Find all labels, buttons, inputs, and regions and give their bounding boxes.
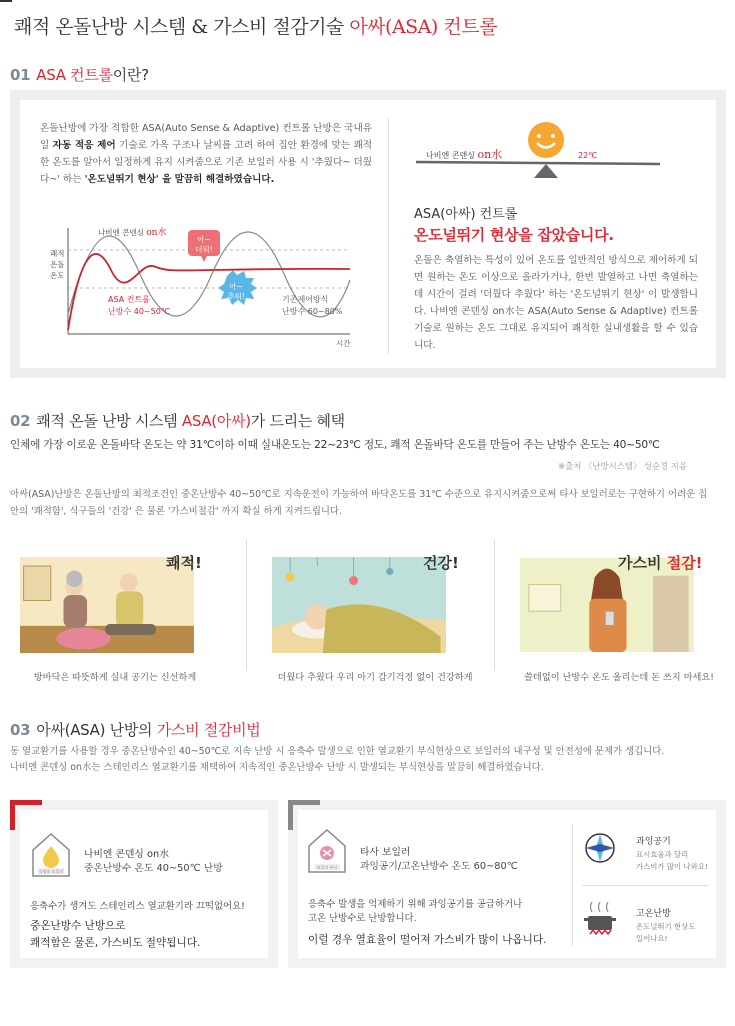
seesaw-temp: 22℃ — [578, 151, 598, 160]
hot-bubble — [188, 230, 220, 262]
section1-right-headline: 온도널뛰기 현상을 잡았습니다. — [414, 226, 614, 244]
health-illustration — [272, 546, 446, 664]
graph-brand: 나비엔 콘덴싱 on水 — [98, 228, 167, 238]
card-divider-1 — [246, 540, 247, 670]
section3-title: 03 아싸(ASA) 난방의 가스비 절감비법 — [10, 721, 261, 739]
section2-title: 02 쾌적 온돌 난방 시스템 ASA(아싸)가 드리는 혜택 — [10, 412, 345, 430]
feature1-desc-2: 가스비가 많이 나와요! — [636, 862, 708, 871]
page-title: 쾌적 온돌난방 시스템 & 가스비 절감기술 아싸(ASA) 컨트롤 — [14, 16, 497, 38]
excess-air-icon — [580, 828, 620, 868]
competitor-brand: 타사 보일러 — [360, 847, 411, 858]
cold-bubble-text-2: 추워! — [227, 292, 245, 301]
cold-bubble-text-1: 아~ — [229, 282, 243, 291]
cold-bubble — [218, 270, 257, 305]
feature-separator — [582, 885, 708, 886]
navien-brand: 나비엔 콘덴싱 on水 — [84, 849, 170, 860]
asa-label-2: 난방수 40~50℃ — [108, 307, 170, 316]
comfort-caption: 방바닥은 따뜻하게 실내 공기는 신선하게 — [33, 672, 197, 683]
navien-note: 응축수가 생겨도 스테인리스 열교환기라 끄떡없어요! — [30, 901, 245, 912]
graph-ylabel-1: 쾌적 — [50, 249, 65, 258]
navien-box-corner-2 — [10, 800, 15, 830]
house-drop-icon-text: 물방울 보일러 — [38, 869, 64, 874]
feature1-desc-1: 표시효율과 달리 — [636, 850, 689, 859]
health-caption: 더웠다 추웠다 우리 아기 감기걱정 없이 건강하게 — [277, 672, 473, 683]
hot-bubble-text-1: 아~ — [197, 235, 211, 244]
section3-paragraph — [10, 744, 726, 776]
asa-wave — [68, 254, 350, 330]
corner-mark — [0, 0, 12, 2]
house-corrosion-icon — [306, 828, 348, 874]
gas-saving-caption: 쓸데없이 난방수 온도 올리는데 돈 쓰지 마세요! — [524, 672, 714, 683]
navien-spec: 중온난방수 온도 40~50℃ 난방 — [84, 863, 223, 874]
legacy-label-1: 기존제어방식 — [282, 295, 329, 304]
seesaw-brand: 나비엔 콘덴싱 on水 — [426, 148, 503, 161]
house-corrosion-icon-text: 보일러 부식 — [316, 865, 338, 870]
competitor-box-corner-2 — [288, 800, 293, 830]
section2-paragraph: 아싸(ASA)난방은 온돌난방의 최적조건인 중온난방수 40~50℃로 지속운전이 가능하여 바닥온도를 31℃ 수준으로 유지시켜줌으로써 타사 보일러로는 구현하기 어려운 집안의 '쾌적함', 식구들의 '건강' 은 물론 '가스비절감' 까지 확실 하게 지켜드립니다. — [10, 489, 708, 517]
section1-title: 01 ASA 컨트롤이란? — [10, 66, 149, 84]
section3-paragraph-line-1: 동 열교환기를 사용할 경우 중온난방수인 40~50℃로 지속 난방 시 응축수 발생으로 인한 열교환기 부식현상으로 보일러의 내구성 및 안전성에 문제가 생깁니다. — [10, 746, 665, 757]
feature-divider — [572, 824, 573, 946]
health-label: 건강! — [423, 554, 459, 572]
feature2-desc-2: 일어나요! — [636, 934, 668, 943]
competitor-note-2: 고온 난방수로 난방합니다. — [308, 913, 417, 924]
graph-xlabel: 시간 — [336, 339, 351, 348]
section1-paragraph: 온돌난방에 가장 적합한 ASA(Auto Sense & Adaptive) 컨트롤 난방은 국내유일 자동 적응 제어 기술로 가옥 구조나 날씨를 고려 하여 집안 환경에 맞는 쾌적한 온도를 알아서 일정하게 유지 시켜줌으로 기존 보일러 사용 시 '추웠다~ 더웠다~' 하는 '온도널뛰기 현상' 을 말끔히 해결하였습니다. — [40, 123, 372, 185]
hot-bubble-text-2: 더워! — [195, 245, 213, 254]
graph-ylabel-3: 온도 — [50, 271, 65, 280]
competitor-strong: 이럴 경우 열효율이 떨어져 가스비가 많이 나옵니다. — [308, 934, 547, 946]
feature1-title: 과잉공기 — [636, 837, 671, 847]
comfort-label: 쾌적! — [166, 554, 202, 572]
house-drop-icon — [30, 832, 72, 878]
asa-label-1: ASA 컨트롤 — [108, 295, 150, 304]
seesaw-illustration — [414, 118, 674, 184]
card-divider-2 — [494, 540, 495, 670]
competitor-spec: 과잉공기/고온난방수 온도 60~80℃ — [360, 861, 518, 872]
section1-right-paragraph: 온돌은 축열하는 특성이 있어 온도를 일반적인 방식으로 제어하게 되면 원하는 온도 이상으로 올라가거나, 한번 발열하고 나면 축열하는데 시간이 걸려 '더웠다 추웠다' 하는 '온도널뛰기 현상' 이 발생합니다. 나비엔 콘덴싱 on水는 ASA(Auto Sense & Adaptive) 컨트롤 기술로 원하는 온도 그대로 유지되어 쾌적한 실내생활을 할 수 있습니다. — [414, 255, 698, 351]
feature2-desc-1: 온도널뛰기 현상도 — [636, 922, 696, 931]
temperature-graph — [42, 222, 362, 350]
smiley-icon — [528, 122, 564, 158]
section3-paragraph-line-2: 나비엔 콘덴싱 on水는 스테인리스 열교환기를 채택하여 지속적인 중온난방수 난방 시 발생되는 부식현상을 말끔히 해결하였습니다. — [10, 762, 544, 773]
section2-lead: 인체에 가장 이로운 온돌바닥 온도는 약 31℃이하 이때 실내온도는 22~23℃ 정도, 쾌적 온돌바닥 온도를 만들어 주는 난방수 온도는 40~50℃ — [10, 439, 660, 451]
section1-divider — [388, 118, 389, 354]
navien-strong-1: 중온난방수 난방으로 — [30, 920, 126, 932]
competitor-note-1: 응축수 발생을 억제하기 위해 과잉공기를 공급하거나 — [308, 899, 523, 910]
legacy-label-2: 난방수 60~80% — [282, 307, 343, 316]
feature2-title: 고온난방 — [636, 909, 671, 919]
section2-source: ※출처 〈난방시스템〉 성순경 지음 — [558, 461, 687, 471]
graph-ylabel-2: 온돌 — [50, 260, 65, 269]
navien-strong-2: 쾌적함은 물론, 가스비도 절약됩니다. — [30, 937, 201, 949]
hot-water-pot-icon — [580, 898, 620, 938]
gas-saving-label: 가스비 절감! — [618, 554, 703, 572]
section1-right-title: ASA(아싸) 컨트롤 — [414, 207, 518, 222]
